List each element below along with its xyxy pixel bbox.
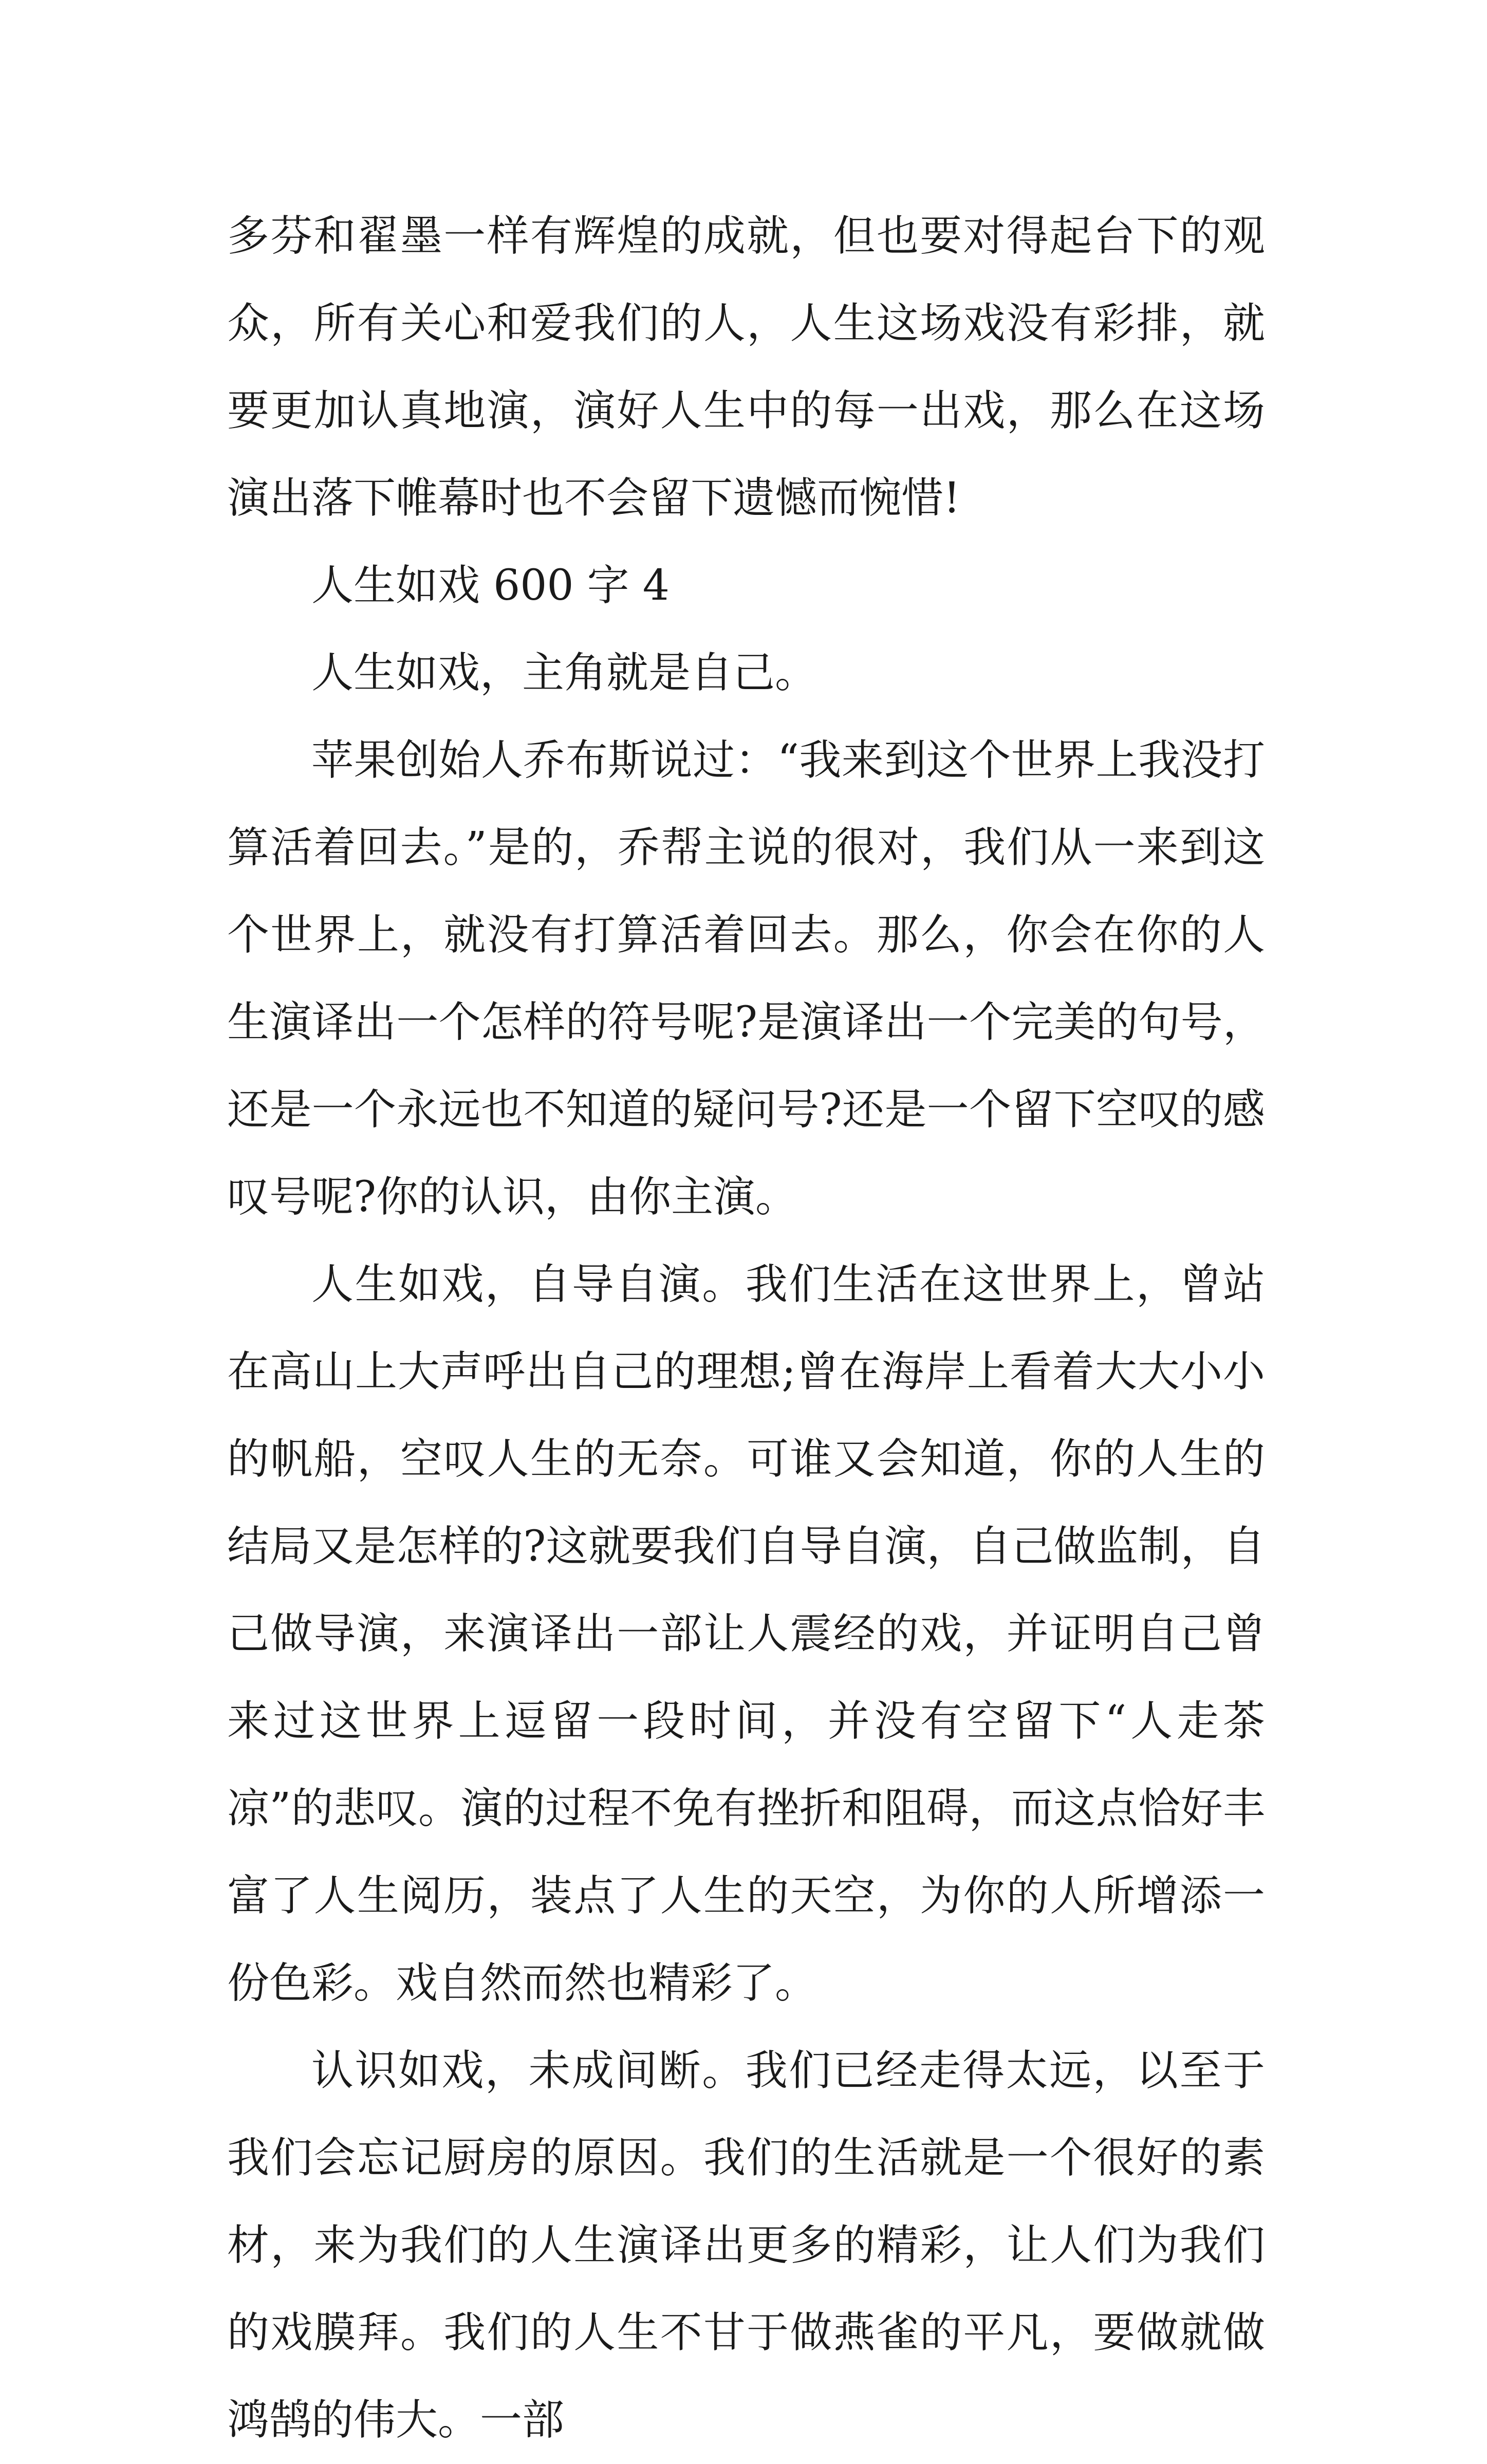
section-heading: 人生如戏 600 字 4 (311, 561, 670, 610)
paragraph: 苹果创始人乔布斯说过：“我来到这个世界上我没打算活着回去。”是的，乔帮主说的很对，我们从一来到这个世界上，就没有打算活着回去。那么，你会在你的人生演译出一个怎样的符号呢?是演译出一个完美的句号，还是一个永远也不知道的疑问号?还是一个留下空叹的感叹号呢?你的认识，由你主演。 (227, 736, 1265, 1221)
paragraph: 人生如戏，自导自演。我们生活在这世界上，曾站在高山上大声呼出自己的理想;曾在海岸上看着大大小小的帆船，空叹人生的无奈。可谁又会知道，你的人生的结局又是怎样的?这就要我们自导自演，自己做监制，自己做导演，来演译出一部让人震经的戏，并证明自己曾来过这世界上逗留一段时间，并没有空留下“人走茶凉”的悲叹。演的过程不免有挫折和阻碍，而这点恰好丰富了人生阅历，装点了人生的天空，为你的人所增添一份色彩。戏自然而然也精彩了。 (227, 1260, 1265, 2008)
paragraph-continued: 多芬和翟墨一样有辉煌的成就，但也要对得起台下的观众，所有关心和爱我们的人，人生这场戏没有彩排，就要更加认真地演，演好人生中的每一出戏，那么在这场演出落下帷幕时也不会留下遗憾而惋惜! (227, 212, 1265, 523)
paragraph: 人生如戏，主角就是自己。 (311, 649, 817, 697)
document-body (227, 193, 1265, 2464)
paragraph: 认识如戏，未成间断。我们已经走得太远，以至于我们会忘记厨房的原因。我们的生活就是一个很好的素材，来为我们的人生演译出更多的精彩，让人们为我们的戏膜拜。我们的人生不甘于做燕雀的平凡，要做就做鸿鹄的伟大。一部 (227, 2046, 1265, 2444)
